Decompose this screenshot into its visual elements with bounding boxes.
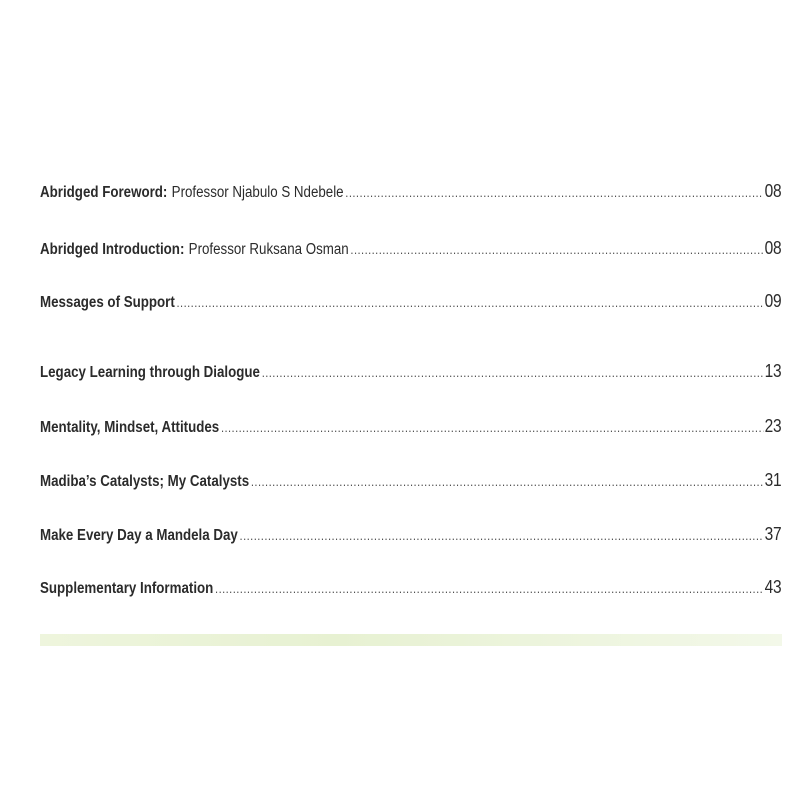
toc-entry-messages-of-support[interactable] — [40, 288, 781, 314]
toc-entry-abridged-introduction[interactable] — [40, 235, 781, 261]
toc-entry-title: Madiba’s Catalysts; My Catalysts — [40, 473, 250, 490]
toc-entry-page-number: 37 — [764, 524, 782, 544]
toc-entry-page-number: 31 — [764, 470, 782, 490]
dot-leader — [215, 576, 763, 602]
dot-leader — [262, 360, 763, 386]
dot-leader — [350, 237, 762, 263]
toc-entry-page-number: 09 — [764, 291, 782, 311]
toc-entry-title: Supplementary Information — [40, 580, 214, 597]
toc-entry-title: Abridged Introduction: — [40, 241, 185, 258]
toc-entry-madibas-catalysts[interactable] — [40, 467, 781, 493]
toc-entry-title: Mentality, Mindset, Attitudes — [40, 419, 220, 436]
toc-entry-title: Legacy Learning through Dialogue — [40, 364, 260, 381]
toc-entry-page-number: 08 — [764, 238, 782, 258]
toc-entry-page-number: 08 — [764, 181, 782, 201]
toc-entry-legacy-learning[interactable] — [40, 358, 781, 384]
toc-entry-page-number: 23 — [764, 416, 782, 436]
toc-entry-abridged-foreword[interactable] — [40, 178, 781, 204]
toc-entry-title: Make Every Day a Mandela Day — [40, 527, 238, 544]
dot-leader — [177, 290, 763, 316]
toc-entry-page-number: 43 — [764, 577, 782, 597]
toc-entry-author: Professor Ruksana Osman — [188, 241, 349, 258]
toc-entry-mentality-mindset[interactable] — [40, 413, 781, 439]
dot-leader — [221, 415, 763, 441]
toc-entry-title: Messages of Support — [40, 294, 175, 311]
toc-entry-mandela-day[interactable] — [40, 521, 781, 547]
toc-entry-author: Professor Njabulo S Ndebele — [171, 184, 344, 201]
green-divider-band — [40, 634, 782, 646]
dot-leader — [251, 469, 763, 495]
toc-entry-title: Abridged Foreword: — [40, 184, 168, 201]
dot-leader — [240, 523, 763, 549]
toc-entry-page-number: 13 — [764, 361, 782, 381]
toc-entry-supplementary-information[interactable] — [40, 574, 781, 600]
dot-leader — [345, 180, 763, 206]
